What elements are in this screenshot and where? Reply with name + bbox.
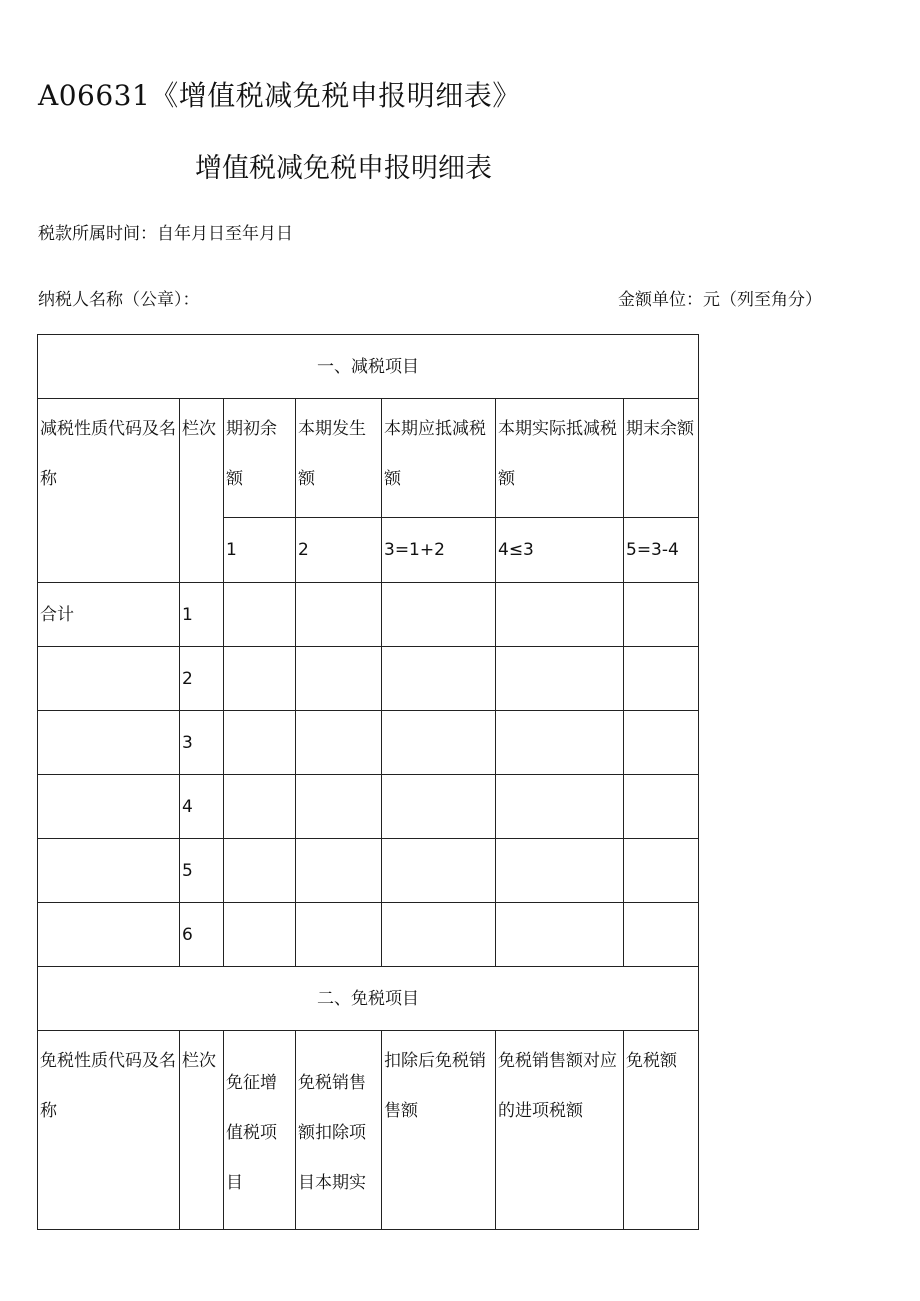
- reduction-col-header: 期末余额: [624, 399, 699, 518]
- data-cell[interactable]: [496, 903, 624, 967]
- reduction-col-row-header: 栏次: [180, 399, 224, 583]
- exemption-col-header: 免税销售额扣除项目本期实: [296, 1031, 382, 1230]
- data-cell[interactable]: [224, 647, 296, 711]
- exemption-col-header: 免税额: [624, 1031, 699, 1230]
- data-cell[interactable]: [624, 711, 699, 775]
- table-row: [38, 711, 699, 775]
- data-cell[interactable]: [624, 839, 699, 903]
- data-cell[interactable]: [382, 711, 496, 775]
- row-name: [38, 647, 180, 711]
- row-number: 5: [180, 839, 224, 903]
- row-number: 2: [180, 647, 224, 711]
- exemption-col-header: 扣除后免税销售额: [382, 1031, 496, 1230]
- reduction-formula: 2: [296, 518, 382, 583]
- row-number: 6: [180, 903, 224, 967]
- data-cell[interactable]: [382, 775, 496, 839]
- data-cell[interactable]: [496, 775, 624, 839]
- table-row: [38, 583, 699, 647]
- data-cell[interactable]: [624, 583, 699, 647]
- exemption-section-title: 二、免税项目: [38, 967, 699, 1031]
- exemption-col-header: 免征增值税项目: [224, 1031, 296, 1230]
- data-cell[interactable]: [496, 647, 624, 711]
- data-cell[interactable]: [496, 583, 624, 647]
- table-row: [38, 647, 699, 711]
- tax-period-label: 税款所属时间：自年月日至年月日: [38, 224, 293, 244]
- data-cell[interactable]: [496, 711, 624, 775]
- reduction-formula: 3=1+2: [382, 518, 496, 583]
- data-cell[interactable]: [224, 583, 296, 647]
- reduction-col-header: 本期发生额: [296, 399, 382, 518]
- data-cell[interactable]: [624, 647, 699, 711]
- reduction-col-header: 期初余额: [224, 399, 296, 518]
- taxpayer-name-label: 纳税人名称（公章）：: [38, 290, 200, 310]
- data-cell[interactable]: [296, 903, 382, 967]
- exemption-col-header: 免税销售额对应的进项税额: [496, 1031, 624, 1230]
- table-row: [38, 903, 699, 967]
- reduction-col-header: 本期应抵减税额: [382, 399, 496, 518]
- data-cell[interactable]: [624, 903, 699, 967]
- exemption-col-row-header: 栏次: [180, 1031, 224, 1230]
- exemption-col-name-header: 免税性质代码及名称: [38, 1031, 180, 1230]
- reduction-col-name-header: 减税性质代码及名称: [38, 399, 180, 583]
- data-cell[interactable]: [224, 711, 296, 775]
- row-number: 4: [180, 775, 224, 839]
- row-number: 3: [180, 711, 224, 775]
- data-cell[interactable]: [382, 647, 496, 711]
- data-cell[interactable]: [224, 839, 296, 903]
- reduction-exemption-table: [37, 334, 699, 1230]
- data-cell[interactable]: [224, 775, 296, 839]
- row-number: 1: [180, 583, 224, 647]
- data-cell[interactable]: [496, 839, 624, 903]
- amount-unit-label: 金额单位：元（列至角分）: [618, 290, 822, 310]
- reduction-col-header: 本期实际抵减税额: [496, 399, 624, 518]
- reduction-formula: 5=3-4: [624, 518, 699, 583]
- reduction-section-title: 一、减税项目: [38, 335, 699, 399]
- data-cell[interactable]: [382, 583, 496, 647]
- row-name: [38, 775, 180, 839]
- data-cell[interactable]: [296, 583, 382, 647]
- row-name: [38, 711, 180, 775]
- reduction-formula: 1: [224, 518, 296, 583]
- reduction-formula: 4≤3: [496, 518, 624, 583]
- data-cell[interactable]: [382, 903, 496, 967]
- data-cell[interactable]: [296, 711, 382, 775]
- row-name: [38, 839, 180, 903]
- data-cell[interactable]: [624, 775, 699, 839]
- table-row: [38, 839, 699, 903]
- row-name: 合计: [38, 583, 180, 647]
- data-cell[interactable]: [224, 903, 296, 967]
- data-cell[interactable]: [382, 839, 496, 903]
- data-cell[interactable]: [296, 839, 382, 903]
- document-code-title: A06631《增值税减免税申报明细表》: [38, 79, 521, 112]
- row-name: [38, 903, 180, 967]
- data-cell[interactable]: [296, 775, 382, 839]
- data-cell[interactable]: [296, 647, 382, 711]
- table-row: [38, 775, 699, 839]
- document-title: 增值税减免税申报明细表: [195, 153, 492, 184]
